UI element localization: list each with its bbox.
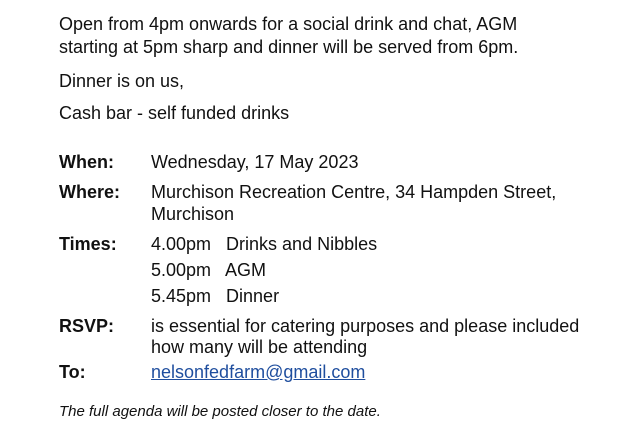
where-value-line-1: Murchison Recreation Centre, 34 Hampden Street, <box>151 182 557 202</box>
to-label: To: <box>59 362 86 382</box>
rsvp-label: RSVP: <box>59 316 115 336</box>
where-value-line-2: Murchison <box>151 204 235 224</box>
cash-bar-note: Cash bar - self funded drinks <box>59 103 290 123</box>
email-link[interactable]: nelsonfedfarm@gmail.com <box>151 362 366 382</box>
where-label: Where: <box>59 182 121 202</box>
rsvp-value-line-1: is essential for catering purposes and please included <box>151 316 580 336</box>
time-row-dinner: 5.45pm Dinner <box>151 286 280 306</box>
when-label: When: <box>59 152 114 172</box>
time-row-agm: 5.00pm AGM <box>151 260 267 280</box>
when-value: Wednesday, 17 May 2023 <box>151 152 359 172</box>
agenda-note: The full agenda will be posted closer to the date. <box>59 403 381 420</box>
dinner-note: Dinner is on us, <box>59 71 185 91</box>
time-row-drinks: 4.00pm Drinks and Nibbles <box>151 234 378 254</box>
rsvp-value-line-2: how many will be attending <box>151 337 368 357</box>
intro-line-1: Open from 4pm onwards for a social drink and chat, AGM <box>59 14 518 34</box>
times-label: Times: <box>59 234 117 254</box>
intro-line-2: starting at 5pm sharp and dinner will be served from 6pm. <box>59 37 519 57</box>
